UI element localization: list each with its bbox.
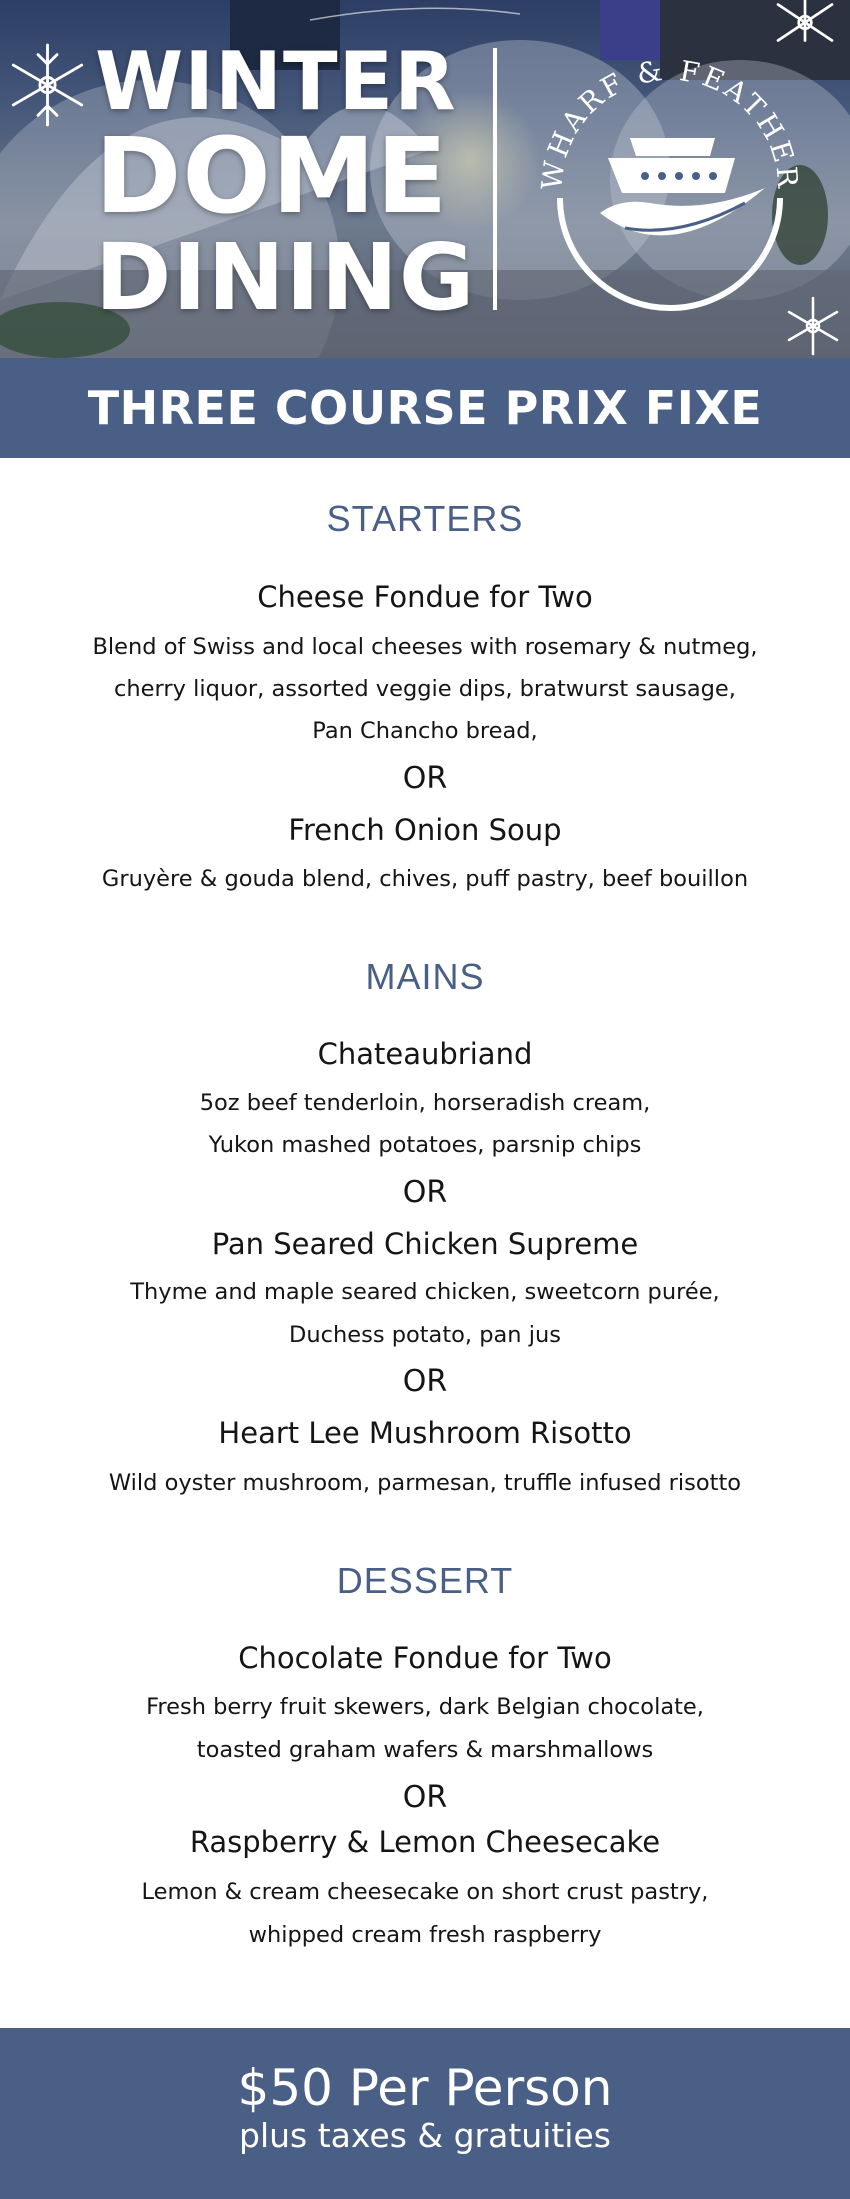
dish-description: whipped cream fresh raspberry bbox=[248, 1922, 602, 1948]
price-footer bbox=[0, 2028, 850, 2199]
ship-feather-icon bbox=[560, 138, 780, 308]
dish-description: Wild oyster mushroom, parmesan, truffle infused risotto bbox=[108, 1470, 742, 1496]
dish-description: Yukon mashed potatoes, parsnip chips bbox=[208, 1132, 642, 1158]
logo-text: WHARF & FEATHER bbox=[535, 53, 805, 192]
dish-name: French Onion Soup bbox=[288, 813, 562, 847]
hero-title-line: WINTER bbox=[95, 35, 457, 128]
dish-name: Pan Seared Chicken Supreme bbox=[211, 1227, 639, 1261]
section-heading-dessert: DESSERT bbox=[336, 1560, 514, 1601]
dish-name: Cheese Fondue for Two bbox=[257, 580, 593, 614]
dish-description: cherry liquor, assorted veggie dips, bratwurst sausage, bbox=[114, 676, 736, 702]
section-heading-starters: STARTERS bbox=[326, 498, 524, 539]
menu-body bbox=[0, 458, 850, 2028]
dish-description: Pan Chancho bread, bbox=[312, 718, 538, 744]
price-per-person: $50 Per Person bbox=[237, 2059, 613, 2117]
hero-banner bbox=[0, 0, 850, 358]
dish-name: Chateaubriand bbox=[317, 1037, 533, 1071]
hero-title bbox=[95, 35, 476, 331]
dish-description: Fresh berry fruit skewers, dark Belgian chocolate, bbox=[146, 1694, 704, 1720]
or-separator: OR bbox=[402, 1780, 448, 1815]
dish-description: Duchess potato, pan jus bbox=[289, 1322, 561, 1348]
wharf-feather-logo bbox=[530, 38, 810, 318]
dish-description: toasted graham wafers & marshmallows bbox=[196, 1737, 654, 1763]
dish-description: Blend of Swiss and local cheeses with rosemary & nutmeg, bbox=[92, 634, 758, 660]
hero-title-line: DINING bbox=[95, 224, 476, 331]
dish-description: Lemon & cream cheesecake on short crust pastry, bbox=[141, 1879, 709, 1905]
price-note: plus taxes & gratuities bbox=[239, 2116, 611, 2155]
dish-name: Chocolate Fondue for Two bbox=[238, 1641, 612, 1675]
hero-title-line: DOME bbox=[95, 115, 449, 237]
dish-name: Heart Lee Mushroom Risotto bbox=[218, 1416, 632, 1450]
or-separator: OR bbox=[402, 761, 448, 796]
section-heading-mains: MAINS bbox=[365, 956, 485, 997]
dish-name: Raspberry & Lemon Cheesecake bbox=[189, 1825, 661, 1859]
prix-fixe-band bbox=[0, 358, 850, 458]
or-separator: OR bbox=[402, 1175, 448, 1210]
dish-description: Gruyère & gouda blend, chives, puff pastry, beef bouillon bbox=[101, 866, 749, 892]
dish-description: 5oz beef tenderloin, horseradish cream, bbox=[199, 1090, 651, 1116]
prix-fixe-title: THREE COURSE PRIX FIXE bbox=[87, 381, 763, 435]
or-separator: OR bbox=[402, 1364, 448, 1399]
hero-divider bbox=[493, 48, 497, 310]
dish-description: Thyme and maple seared chicken, sweetcorn purée, bbox=[130, 1279, 720, 1305]
snowflake-icon bbox=[0, 30, 95, 140]
